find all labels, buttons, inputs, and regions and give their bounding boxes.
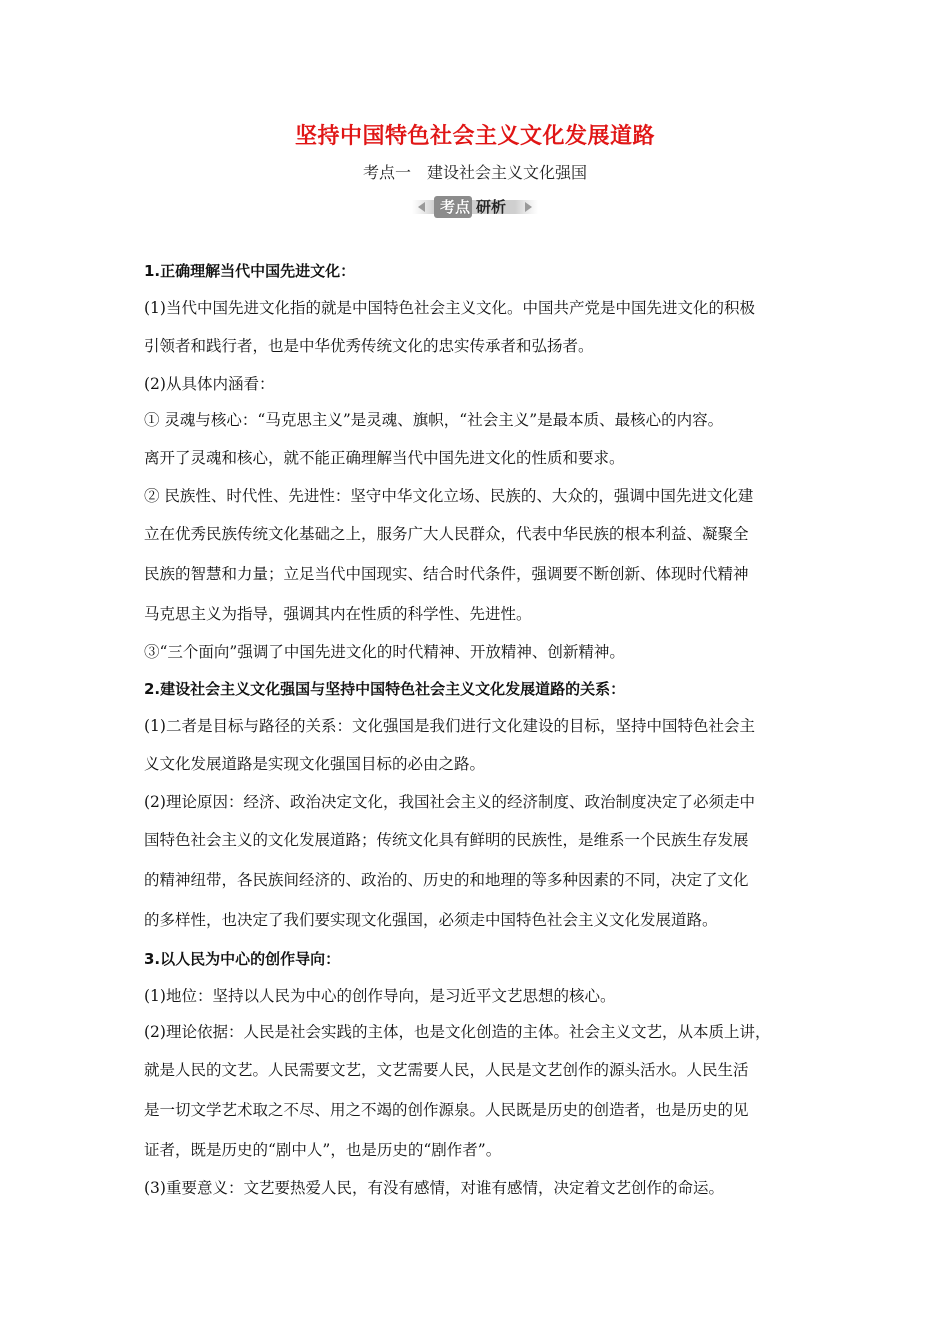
paragraph-line: ③“三个面向”强调了中国先进文化的时代精神、开放精神、创新精神。: [144, 643, 625, 661]
paragraph-line: (2)理论原因：经济、政治决定文化，我国社会主义的经济制度、政治制度决定了必须走中: [144, 793, 755, 811]
paragraph-line: 引领者和践行者，也是中华优秀传统文化的忠实传承者和弘扬者。: [144, 337, 594, 355]
paragraph-line: 义文化发展道路是实现文化强国目标的必由之路。: [144, 755, 486, 773]
paragraph-line: (2)理论依据：人民是社会实践的主体，也是文化创造的主体。社会主义文艺，从本质上讲，: [144, 1023, 771, 1041]
paragraph-line: 是一切文学艺术取之不尽、用之不竭的创作源泉。人民既是历史的创造者，也是历史的见: [144, 1101, 749, 1119]
section-heading-3: 3.以人民为中心的创作导向：: [144, 950, 341, 968]
paragraph-line: 马克思主义为指导，强调其内在性质的科学性、先进性。: [144, 605, 532, 623]
kaodian-yanxi-badge: [412, 194, 538, 220]
paragraph-line: 离开了灵魂和核心，就不能正确理解当代中国先进文化的性质和要求。: [144, 449, 625, 467]
badge-banner-graphic: [412, 194, 538, 220]
badge-label-kaodian: 考点: [440, 198, 471, 216]
document-body: [144, 252, 814, 1206]
badge-label-yanxi: 研析: [476, 198, 507, 216]
paragraph-line: (1)地位：坚持以人民为中心的创作导向，是习近平文艺思想的核心。: [144, 987, 616, 1005]
paragraph-line: 证者，既是历史的“剧中人”，也是历史的“剧作者”。: [144, 1141, 502, 1159]
paragraph-line: 的多样性，也决定了我们要实现文化强国，必须走中国特色社会主义文化发展道路。: [144, 911, 718, 929]
paragraph-line: (3)重要意义：文艺要热爱人民，有没有感情，对谁有感情，决定着文艺创作的命运。: [144, 1179, 724, 1197]
paragraph-line: (1)当代中国先进文化指的就是中国特色社会主义文化。中国共产党是中国先进文化的积极: [144, 299, 755, 317]
paragraph-line: 立在优秀民族传统文化基础之上，服务广大人民群众，代表中华民族的根本利益、凝聚全: [144, 525, 749, 543]
paragraph-line: (2)从具体内涵看：: [144, 375, 275, 393]
section-subtitle: 考点一 建设社会主义文化强国: [362, 163, 587, 182]
paragraph-line: ① 灵魂与核心：“马克思主义”是灵魂、旗帜，“社会主义”是最本质、最核心的内容。: [144, 411, 724, 429]
section-heading-1: 1.正确理解当代中国先进文化：: [144, 262, 356, 280]
paragraph-line: ② 民族性、时代性、先进性：坚守中华文化立场、民族的、大众的，强调中国先进文化建: [144, 487, 754, 505]
paragraph-line: 民族的智慧和力量；立足当代中国现实、结合时代条件，强调要不断创新、体现时代精神: [144, 565, 749, 583]
paragraph-line: 就是人民的文艺。人民需要文艺，文艺需要人民，人民是文艺创作的源头活水。人民生活: [144, 1061, 749, 1079]
paragraph-line: 的精神纽带，各民族间经济的、政治的、历史的和地理的等多种因素的不同，决定了文化: [144, 871, 749, 889]
paragraph-line: 国特色社会主义的文化发展道路；传统文化具有鲜明的民族性，是维系一个民族生存发展: [144, 831, 749, 849]
section-heading-2: 2.建设社会主义文化强国与坚持中国特色社会主义文化发展道路的关系：: [144, 680, 626, 698]
paragraph-line: (1)二者是目标与路径的关系：文化强国是我们进行文化建设的目标，坚持中国特色社会主: [144, 717, 755, 735]
document-title: 坚持中国特色社会主义文化发展道路: [294, 124, 655, 149]
